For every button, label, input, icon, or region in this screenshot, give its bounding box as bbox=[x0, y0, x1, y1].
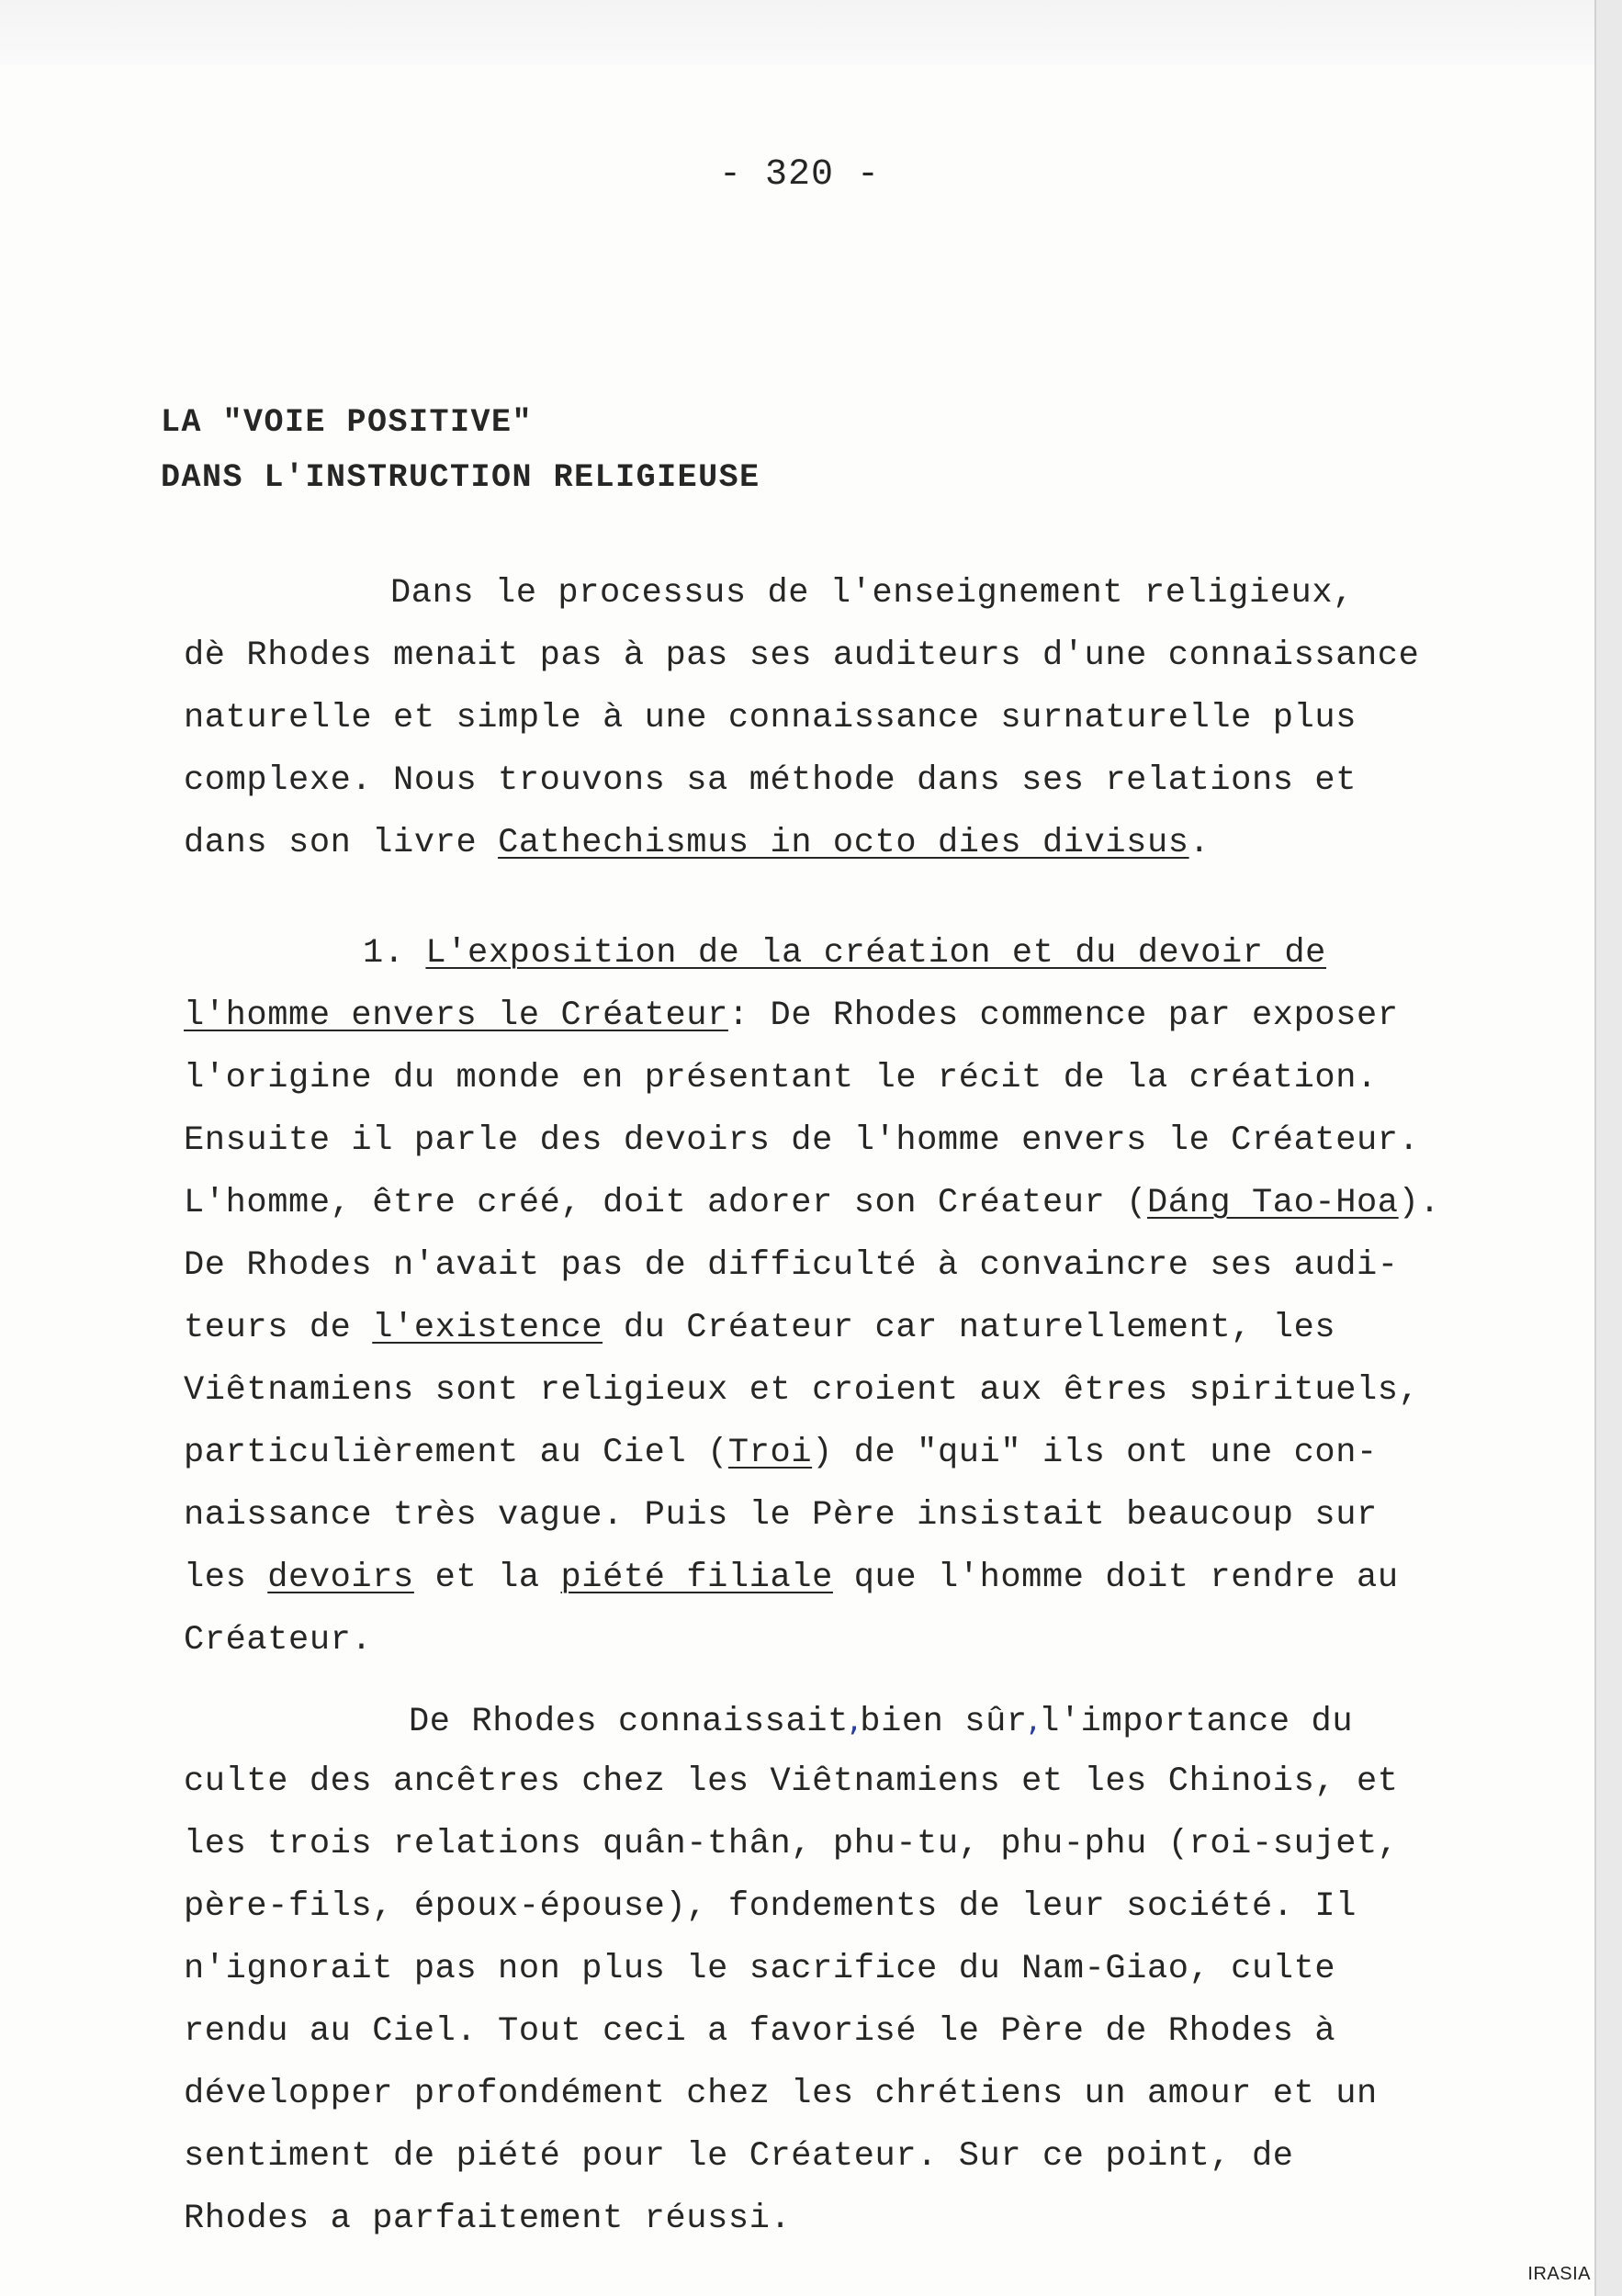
text-segment: particulièrement au Ciel ( bbox=[184, 1434, 728, 1472]
text-segment: bien sûr bbox=[860, 1703, 1028, 1741]
text-line: De Rhodes n'avait pas de difficulté à convaincre ses audi- bbox=[184, 1246, 1399, 1285]
text-segment: ). bbox=[1398, 1184, 1441, 1222]
paragraph-ancestors bbox=[184, 1688, 1506, 2250]
text-line bbox=[184, 812, 1506, 874]
text-segment: teurs de bbox=[184, 1309, 373, 1347]
text-line: Rhodes a parfaitement réussi. bbox=[184, 2200, 792, 2238]
text-segment: : De Rhodes commence par exposer bbox=[727, 996, 1399, 1035]
text-line bbox=[184, 1297, 1506, 1359]
text-line bbox=[184, 1547, 1506, 1609]
text-line: Ensuite il parle des devoirs de l'homme envers le Créateur. bbox=[184, 1121, 1420, 1160]
text-segment: ) de "qui" ils ont une con- bbox=[812, 1434, 1378, 1472]
heading-line-2: DANS L'INSTRUCTION RELIGIEUSE bbox=[161, 459, 760, 496]
text-segment: De Rhodes connaissait bbox=[409, 1703, 849, 1741]
paragraph-intro bbox=[184, 562, 1506, 874]
text-segment: L'homme, être créé, doit adorer son Créateur ( bbox=[184, 1184, 1147, 1222]
text-line: père-fils, époux-épouse), fondements de leur société. Il bbox=[184, 1887, 1357, 1926]
text-line: rendu au Ciel. Tout ceci a favorisé le Père de Rhodes à bbox=[184, 2012, 1336, 2051]
section-title-cont: l'homme envers le Créateur bbox=[184, 996, 728, 1035]
text-line: n'ignorait pas non plus le sacrifice du Nam-Giao, culte bbox=[184, 1950, 1336, 1988]
handwritten-comma: , bbox=[1027, 1699, 1040, 1739]
text-segment: que l'homme doit rendre au bbox=[832, 1559, 1399, 1597]
scan-border-right bbox=[1594, 0, 1622, 2296]
text-segment: et la bbox=[413, 1559, 561, 1597]
text-segment: du Créateur car naturellement, les bbox=[603, 1309, 1336, 1347]
underlined-term: l'existence bbox=[372, 1309, 603, 1347]
irasia-watermark: IRASIA bbox=[1527, 2264, 1591, 2284]
text-line bbox=[184, 985, 1506, 1047]
text-line: naissance très vague. Puis le Père insistait beaucoup sur bbox=[184, 1496, 1378, 1535]
section-number: 1. bbox=[363, 934, 426, 973]
text-line: culte des ancêtres chez les Viêtnamiens et les Chinois, et bbox=[184, 1762, 1399, 1801]
text-line bbox=[184, 1422, 1506, 1484]
paragraph-creation bbox=[184, 922, 1506, 1671]
text-line: Viêtnamiens sont religieux et croient aux êtres spirituels, bbox=[184, 1371, 1420, 1410]
vietnamese-term: Troi bbox=[727, 1434, 813, 1472]
text-line: développer profondément chez les chrétiens un amour et un bbox=[184, 2075, 1378, 2113]
section-title: L'exposition de la création et du devoir de bbox=[425, 934, 1326, 973]
underlined-term: piété filiale bbox=[560, 1559, 833, 1597]
text-line: naturelle et simple à une connaissance surnaturelle plus bbox=[184, 699, 1357, 737]
text-line bbox=[184, 922, 1506, 985]
text-line: dè Rhodes menait pas à pas ses auditeurs d'une connaissance bbox=[184, 636, 1420, 675]
text-segment: . bbox=[1188, 824, 1211, 862]
heading-line-1: LA "VOIE POSITIVE" bbox=[161, 404, 534, 441]
page-number: - 320 - bbox=[719, 154, 881, 196]
text-line: l'origine du monde en présentant le récit de la création. bbox=[184, 1059, 1378, 1097]
text-line bbox=[184, 1172, 1506, 1234]
book-title: Cathechismus in octo dies divisus bbox=[498, 824, 1189, 862]
text-segment: les bbox=[184, 1559, 268, 1597]
vietnamese-term: Dáng Tao-Hoa bbox=[1146, 1184, 1399, 1222]
text-line: sentiment de piété pour le Créateur. Sur ce point, de bbox=[184, 2137, 1294, 2176]
text-line: complexe. Nous trouvons sa méthode dans ses relations et bbox=[184, 761, 1357, 800]
text-line: Créateur. bbox=[184, 1621, 373, 1660]
text-segment: dans son livre bbox=[184, 824, 499, 862]
underlined-term: devoirs bbox=[267, 1559, 414, 1597]
scan-border-top bbox=[0, 0, 1622, 64]
text-segment: l'importance du bbox=[1039, 1703, 1354, 1741]
text-line: les trois relations quân-thân, phu-tu, phu-phu (roi-sujet, bbox=[184, 1825, 1399, 1863]
handwritten-comma: , bbox=[848, 1699, 861, 1739]
text-line bbox=[184, 1688, 1506, 1750]
text-line: Dans le processus de l'enseignement religieux, bbox=[390, 574, 1354, 613]
